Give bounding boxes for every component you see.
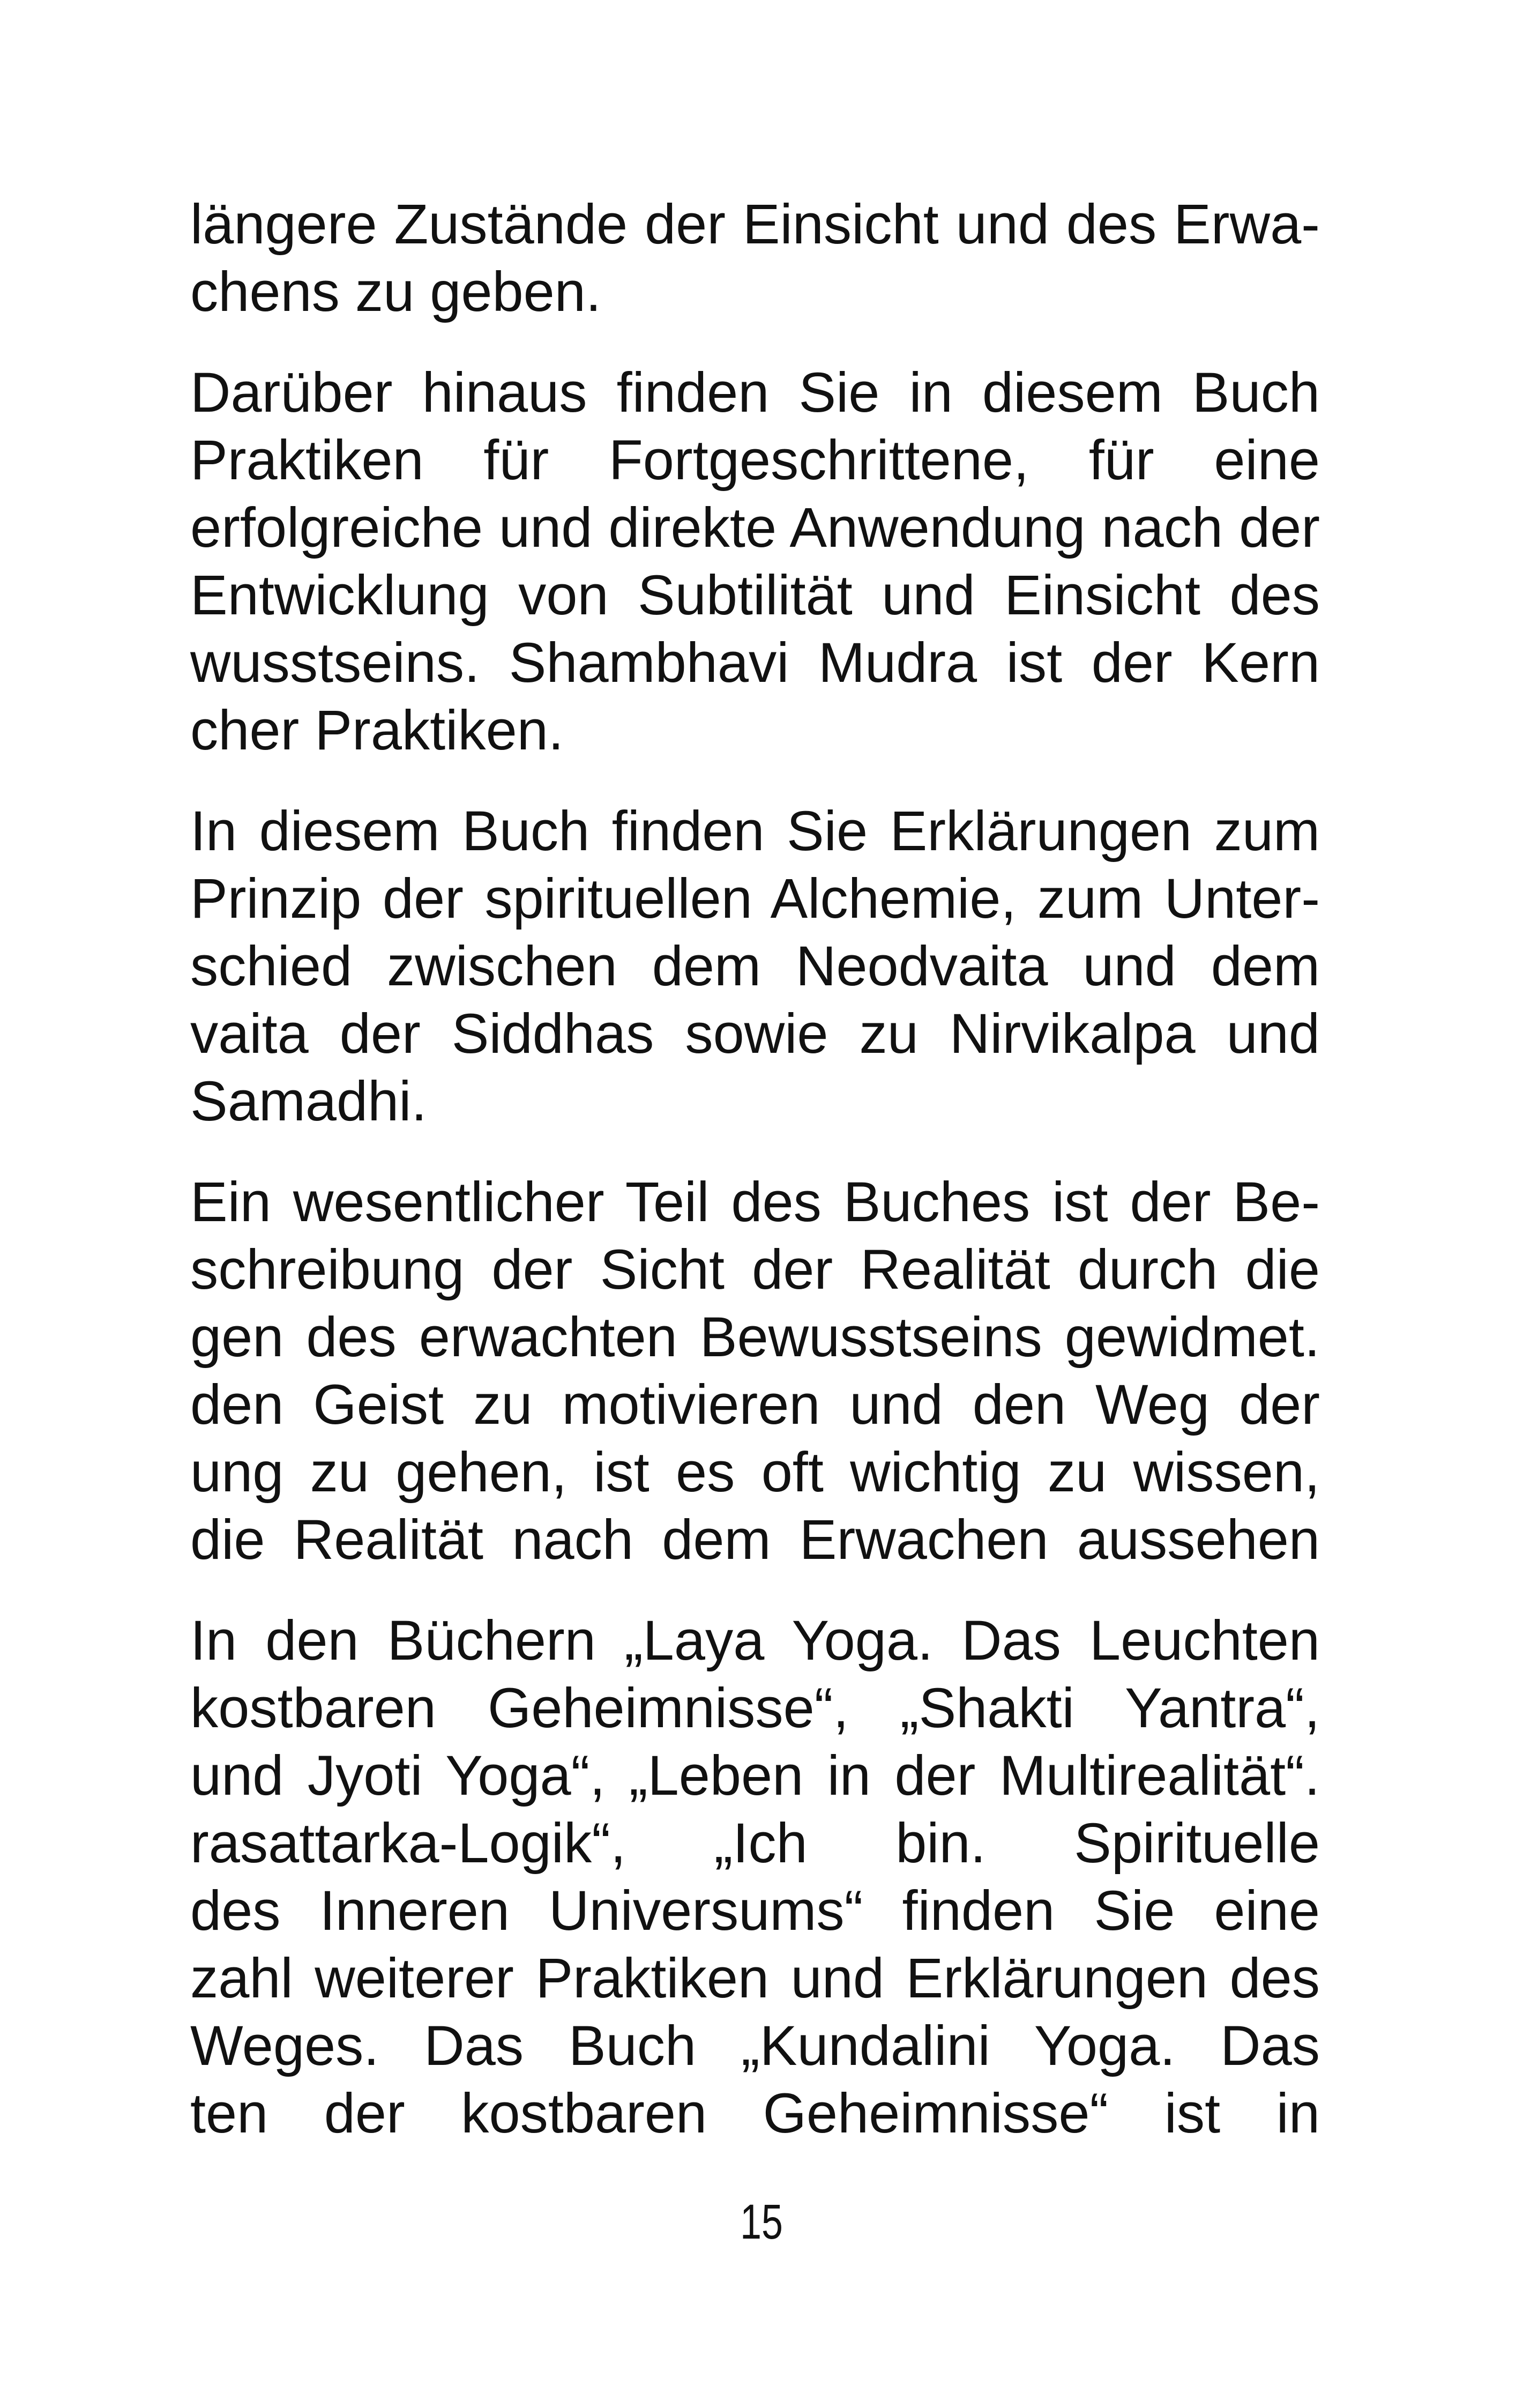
text-line: vaita der Siddhas sowie zu Nirvikalpa und <box>190 1002 1320 1065</box>
paragraph-5 <box>190 1607 1320 2147</box>
text-line: schreibung der Sicht der Realität durch die <box>190 1238 1320 1301</box>
paragraph-2 <box>190 359 1320 764</box>
text-line: und Jyoti Yoga“, „Leben in der Multirealität“. <box>190 1744 1320 1807</box>
text-line: chens zu geben. <box>190 261 601 323</box>
paragraph-4 <box>190 1169 1320 1574</box>
text-line: den Geist zu motivieren und den Weg der <box>190 1373 1320 1436</box>
text-line: die Realität nach dem Erwachen aussehen <box>190 1508 1320 1571</box>
text-line: rasattarka-Logik“, „Ich bin. Spirituelle <box>190 1812 1320 1875</box>
page-number: 15 <box>740 2195 783 2249</box>
text-line: gen des erwachten Bewusstseins gewidmet. <box>190 1306 1320 1369</box>
text-line: kostbaren Geheimnisse“, „Shakti Yantra“, <box>190 1677 1320 1740</box>
text-line: Darüber hinaus finden Sie in diesem Buch <box>190 361 1320 424</box>
text-line: Ein wesentlicher Teil des Buches ist der Be- <box>190 1171 1320 1233</box>
text-line: wusstseins. Shambhavi Mudra ist der Kern <box>190 631 1320 694</box>
paragraph-1 <box>190 191 1320 326</box>
text-line: cher Praktiken. <box>190 699 564 762</box>
text-line: zahl weiterer Praktiken und Erklärungen des <box>190 1947 1320 2010</box>
text-line: längere Zustände der Einsicht und des Erwa- <box>190 193 1320 256</box>
text-line: Weges. Das Buch „Kundalini Yoga. Das <box>190 2015 1320 2077</box>
paragraph-3 <box>190 798 1320 1135</box>
text-line: In den Büchern „Laya Yoga. Das Leuchten <box>190 1609 1320 1672</box>
text-line: des Inneren Universums“ finden Sie eine <box>190 1879 1320 1942</box>
text-line: Samadhi. <box>190 1070 427 1133</box>
text-line: Prinzip der spirituellen Alchemie, zum Unter- <box>190 867 1320 930</box>
text-line: In diesem Buch finden Sie Erklärungen zum <box>190 800 1320 863</box>
text-line: schied zwischen dem Neodvaita und dem <box>190 935 1320 998</box>
text-line: ten der kostbaren Geheimnisse“ ist in <box>190 2082 1320 2145</box>
page-body <box>190 191 1320 2181</box>
text-line: ung zu gehen, ist es oft wichtig zu wissen, <box>190 1441 1320 1504</box>
text-line: erfolgreiche und direkte Anwendung nach der <box>190 496 1320 559</box>
text-line: Praktiken für Fortgeschrittene, für eine <box>190 429 1320 492</box>
text-line: Entwicklung von Subtilität und Einsicht des <box>190 564 1320 627</box>
